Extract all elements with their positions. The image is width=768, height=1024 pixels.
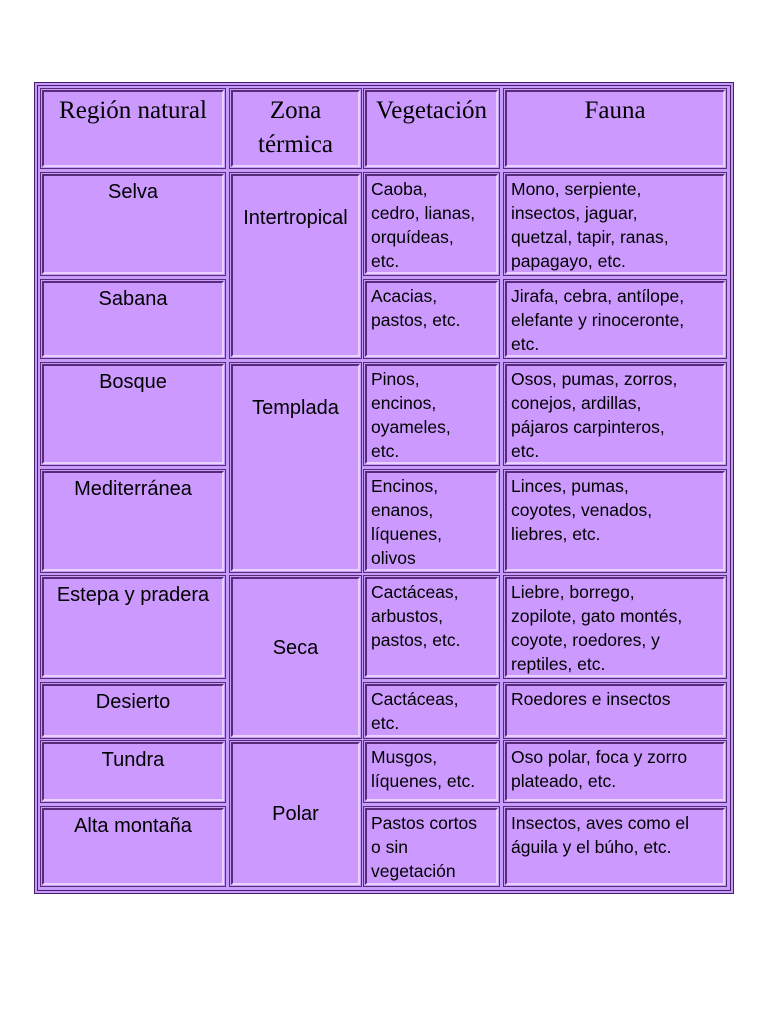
region-name: Desierto (95, 691, 171, 713)
vegetation-cell (365, 577, 498, 677)
fauna-line: coyote, roedores, y (511, 630, 660, 650)
vegetation-line: Caoba, (371, 179, 428, 199)
region-name: Sabana (98, 288, 168, 310)
vegetation-line: líquenes, (371, 524, 443, 544)
region-name: Estepa y pradera (56, 584, 210, 606)
fauna-line: plateado, etc. (511, 771, 617, 791)
region-cell (42, 684, 224, 737)
vegetation-line: líquenes, etc. (371, 771, 476, 791)
fauna-cell (505, 742, 725, 801)
header-fauna-label: Fauna (584, 97, 646, 124)
fauna-cell (505, 174, 725, 274)
header-zone-line1: Zona (269, 97, 322, 124)
fauna-line: reptiles, etc. (511, 654, 606, 674)
fauna-line: zopilote, gato montés, (511, 606, 683, 626)
region-cell (42, 808, 224, 885)
region-name: Mediterránea (74, 478, 192, 500)
region-cell (42, 174, 224, 274)
vegetation-line: Musgos, (371, 747, 438, 767)
header-region (42, 90, 224, 167)
fauna-line: etc. (511, 334, 540, 354)
vegetation-line: vegetación (371, 861, 456, 881)
fauna-line: Jirafa, cebra, antílope, (511, 286, 685, 306)
zone-seca (231, 577, 360, 737)
vegetation-line: enanos, (371, 500, 434, 520)
region-name: Selva (107, 181, 159, 203)
header-zone (231, 90, 360, 167)
vegetation-line: o sin (371, 837, 408, 857)
fauna-line: liebres, etc. (511, 524, 601, 544)
region-cell (42, 364, 224, 464)
vegetation-cell (365, 364, 498, 464)
vegetation-cell (365, 808, 498, 885)
fauna-line: papagayo, etc. (511, 251, 626, 271)
fauna-line: elefante y rinoceronte, (511, 310, 685, 330)
header-fauna (505, 90, 725, 167)
fauna-line: Insectos, aves como el (511, 813, 689, 833)
region-cell (42, 281, 224, 357)
zone-polar-label: Polar (272, 803, 319, 825)
header-zone-line2: térmica (258, 131, 333, 158)
fauna-cell (505, 364, 725, 464)
fauna-cell (505, 684, 725, 737)
header-region-label: Región natural (59, 97, 207, 124)
vegetation-cell (365, 742, 498, 801)
vegetation-line: Cactáceas, (371, 582, 459, 602)
fauna-line: Roedores e insectos (511, 689, 671, 709)
fauna-cell (505, 808, 725, 885)
region-name: Tundra (101, 749, 165, 771)
region-cell (42, 742, 224, 801)
fauna-line: insectos, jaguar, (511, 203, 638, 223)
vegetation-line: olivos (371, 548, 416, 568)
fauna-line: conejos, ardillas, (511, 393, 642, 413)
zone-templada-label: Templada (252, 397, 339, 419)
fauna-line: Oso polar, foca y zorro (511, 747, 688, 767)
vegetation-line: cedro, lianas, (371, 203, 476, 223)
vegetation-line: arbustos, (371, 606, 443, 626)
vegetation-cell (365, 684, 498, 737)
zone-templada (231, 364, 360, 571)
fauna-line: coyotes, venados, (511, 500, 653, 520)
vegetation-line: oyameles, (371, 417, 451, 437)
vegetation-line: pastos, etc. (371, 310, 461, 330)
vegetation-cell (365, 174, 498, 274)
vegetation-line: encinos, (371, 393, 437, 413)
vegetation-line: Cactáceas, (371, 689, 459, 709)
region-cell (42, 471, 224, 571)
region-name: Alta montaña (74, 815, 192, 837)
fauna-line: pájaros carpinteros, (511, 417, 665, 437)
vegetation-cell (365, 471, 498, 571)
fauna-line: quetzal, tapir, ranas, (511, 227, 669, 247)
region-cell (42, 577, 224, 677)
vegetation-line: Acacias, (371, 286, 438, 306)
fauna-line: Liebre, borrego, (511, 582, 635, 602)
zone-intertropical (231, 174, 360, 357)
zone-polar (231, 742, 360, 885)
vegetation-line: orquídeas, (371, 227, 454, 247)
header-vegetation-label: Vegetación (375, 97, 488, 124)
vegetation-line: etc. (371, 251, 400, 271)
fauna-cell (505, 577, 725, 677)
vegetation-line: pastos, etc. (371, 630, 461, 650)
header-vegetation (365, 90, 498, 167)
fauna-line: Linces, pumas, (511, 476, 629, 496)
vegetation-line: etc. (371, 441, 400, 461)
vegetation-line: Pinos, (371, 369, 420, 389)
vegetation-line: Pastos cortos (371, 813, 478, 833)
fauna-cell (505, 281, 725, 357)
fauna-cell (505, 471, 725, 571)
zone-seca-label: Seca (272, 637, 319, 659)
fauna-line: etc. (511, 441, 540, 461)
region-name: Bosque (99, 371, 167, 393)
vegetation-line: Encinos, (371, 476, 439, 496)
fauna-line: águila y el búho, etc. (511, 837, 672, 857)
zone-intertropical-label: Intertropical (243, 207, 348, 229)
vegetation-cell (365, 281, 498, 357)
fauna-line: Mono, serpiente, (511, 179, 642, 199)
fauna-line: Osos, pumas, zorros, (511, 369, 678, 389)
vegetation-line: etc. (371, 713, 400, 733)
